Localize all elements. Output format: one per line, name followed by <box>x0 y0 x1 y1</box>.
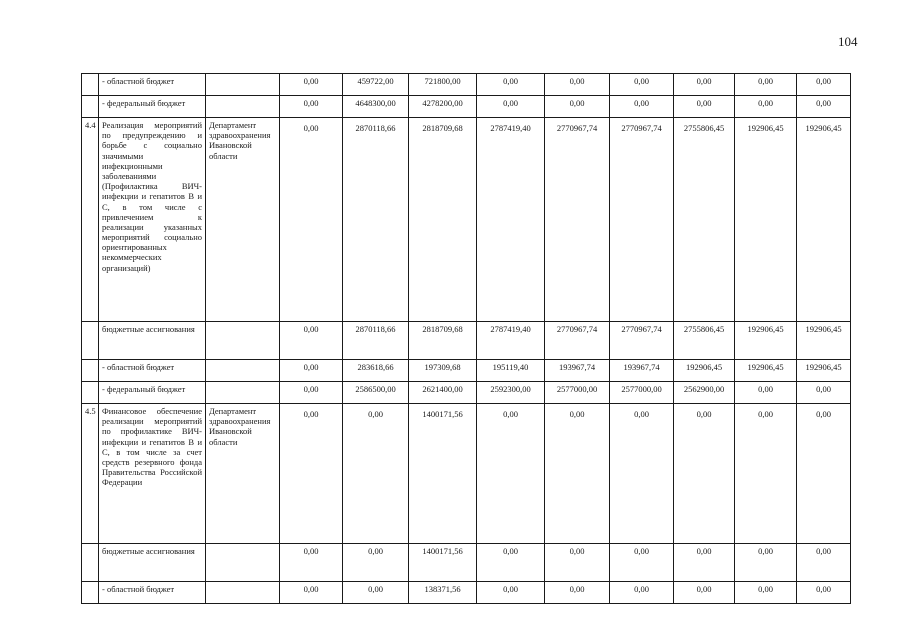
value-cell-6: 2770967,74 <box>610 322 674 360</box>
funding-source: бюджетные ассигнования <box>99 544 206 582</box>
row-index: 4.5 <box>82 404 99 544</box>
value-cell-1: 0,00 <box>280 360 343 382</box>
table-row-funding <box>82 96 851 118</box>
table-row-measure <box>82 118 851 322</box>
value-cell-5: 2770967,74 <box>545 118 610 322</box>
value-cell-9: 0,00 <box>797 382 851 404</box>
table-row-funding <box>82 582 851 604</box>
value-cell-7: 192906,45 <box>674 360 735 382</box>
value-cell-2: 0,00 <box>343 582 409 604</box>
value-cell-6: 0,00 <box>610 96 674 118</box>
page-number: 104 <box>838 34 858 49</box>
value-cell-6: 0,00 <box>610 404 674 544</box>
value-cell-4: 0,00 <box>477 404 545 544</box>
executor <box>206 544 280 582</box>
value-cell-4: 0,00 <box>477 544 545 582</box>
value-cell-9: 0,00 <box>797 96 851 118</box>
funding-source: - федеральный бюджет <box>99 382 206 404</box>
value-cell-2: 283618,66 <box>343 360 409 382</box>
value-cell-4: 0,00 <box>477 74 545 96</box>
value-cell-8: 0,00 <box>735 404 797 544</box>
value-cell-9: 0,00 <box>797 582 851 604</box>
executor: Департамент здравоохранения Ивановской области <box>206 404 280 544</box>
value-cell-3: 1400171,56 <box>409 404 477 544</box>
value-cell-1: 0,00 <box>280 96 343 118</box>
value-cell-5: 2577000,00 <box>545 382 610 404</box>
table-row-funding <box>82 74 851 96</box>
row-index <box>82 382 99 404</box>
value-cell-9: 0,00 <box>797 404 851 544</box>
row-index <box>82 582 99 604</box>
value-cell-2: 2586500,00 <box>343 382 409 404</box>
value-cell-3: 721800,00 <box>409 74 477 96</box>
value-cell-4: 2592300,00 <box>477 382 545 404</box>
value-cell-1: 0,00 <box>280 382 343 404</box>
executor <box>206 74 280 96</box>
value-cell-4: 0,00 <box>477 96 545 118</box>
value-cell-3: 4278200,00 <box>409 96 477 118</box>
value-cell-7: 0,00 <box>674 74 735 96</box>
value-cell-5: 0,00 <box>545 582 610 604</box>
value-cell-6: 2577000,00 <box>610 382 674 404</box>
table-row-funding <box>82 360 851 382</box>
row-index <box>82 322 99 360</box>
value-cell-7: 2755806,45 <box>674 322 735 360</box>
table-row-funding <box>82 382 851 404</box>
value-cell-1: 0,00 <box>280 118 343 322</box>
value-cell-8: 192906,45 <box>735 118 797 322</box>
row-index <box>82 96 99 118</box>
value-cell-7: 0,00 <box>674 582 735 604</box>
executor: Департамент здравоохранения Ивановской области <box>206 118 280 322</box>
value-cell-6: 193967,74 <box>610 360 674 382</box>
value-cell-5: 0,00 <box>545 74 610 96</box>
value-cell-4: 0,00 <box>477 582 545 604</box>
value-cell-6: 0,00 <box>610 544 674 582</box>
value-cell-8: 0,00 <box>735 382 797 404</box>
table-row-funding <box>82 322 851 360</box>
value-cell-8: 0,00 <box>735 544 797 582</box>
value-cell-8: 0,00 <box>735 96 797 118</box>
funding-source: - областной бюджет <box>99 74 206 96</box>
value-cell-2: 2870118,66 <box>343 118 409 322</box>
executor <box>206 360 280 382</box>
table-body <box>82 74 851 604</box>
value-cell-3: 197309,68 <box>409 360 477 382</box>
value-cell-7: 0,00 <box>674 544 735 582</box>
value-cell-3: 138371,56 <box>409 582 477 604</box>
value-cell-7: 0,00 <box>674 404 735 544</box>
value-cell-5: 0,00 <box>545 544 610 582</box>
value-cell-8: 192906,45 <box>735 360 797 382</box>
value-cell-6: 0,00 <box>610 74 674 96</box>
funding-source: - областной бюджет <box>99 360 206 382</box>
executor <box>206 382 280 404</box>
value-cell-8: 0,00 <box>735 74 797 96</box>
value-cell-5: 2770967,74 <box>545 322 610 360</box>
measure-name: Реализация мероприятий по предупреждению и борьбе с социально значимыми инфекционными заболеваниями (Профилактика ВИЧ-инфекции и гепатитов В и С, в том числе с привлечением к реализации указанных мероприятий социально ориентированных некоммерческих организаций) <box>99 118 206 322</box>
value-cell-4: 2787419,40 <box>477 322 545 360</box>
value-cell-8: 192906,45 <box>735 322 797 360</box>
value-cell-5: 0,00 <box>545 404 610 544</box>
funding-source: - федеральный бюджет <box>99 96 206 118</box>
budget-table <box>81 73 851 604</box>
value-cell-2: 4648300,00 <box>343 96 409 118</box>
value-cell-9: 192906,45 <box>797 360 851 382</box>
value-cell-1: 0,00 <box>280 582 343 604</box>
row-index <box>82 360 99 382</box>
row-index <box>82 74 99 96</box>
value-cell-3: 2621400,00 <box>409 382 477 404</box>
value-cell-1: 0,00 <box>280 74 343 96</box>
value-cell-1: 0,00 <box>280 404 343 544</box>
value-cell-8: 0,00 <box>735 582 797 604</box>
value-cell-3: 1400171,56 <box>409 544 477 582</box>
executor <box>206 322 280 360</box>
value-cell-4: 195119,40 <box>477 360 545 382</box>
table-row-measure <box>82 404 851 544</box>
executor <box>206 96 280 118</box>
value-cell-6: 0,00 <box>610 582 674 604</box>
funding-source: - областной бюджет <box>99 582 206 604</box>
value-cell-9: 192906,45 <box>797 322 851 360</box>
funding-source: бюджетные ассигнования <box>99 322 206 360</box>
value-cell-9: 0,00 <box>797 544 851 582</box>
row-index <box>82 544 99 582</box>
value-cell-2: 0,00 <box>343 404 409 544</box>
value-cell-7: 2755806,45 <box>674 118 735 322</box>
executor <box>206 582 280 604</box>
value-cell-7: 0,00 <box>674 96 735 118</box>
value-cell-2: 0,00 <box>343 544 409 582</box>
value-cell-9: 192906,45 <box>797 118 851 322</box>
value-cell-6: 2770967,74 <box>610 118 674 322</box>
value-cell-1: 0,00 <box>280 544 343 582</box>
value-cell-2: 2870118,66 <box>343 322 409 360</box>
value-cell-5: 0,00 <box>545 96 610 118</box>
row-index: 4.4 <box>82 118 99 322</box>
measure-name: Финансовое обеспечение реализации мероприятий по профилактике ВИЧ-инфекции и гепатитов В и С, в том числе за счет средств резервного фонда Правительства Российской Федерации <box>99 404 206 544</box>
value-cell-5: 193967,74 <box>545 360 610 382</box>
value-cell-2: 459722,00 <box>343 74 409 96</box>
value-cell-3: 2818709,68 <box>409 118 477 322</box>
value-cell-1: 0,00 <box>280 322 343 360</box>
value-cell-4: 2787419,40 <box>477 118 545 322</box>
value-cell-3: 2818709,68 <box>409 322 477 360</box>
value-cell-9: 0,00 <box>797 74 851 96</box>
value-cell-7: 2562900,00 <box>674 382 735 404</box>
table-row-funding <box>82 544 851 582</box>
